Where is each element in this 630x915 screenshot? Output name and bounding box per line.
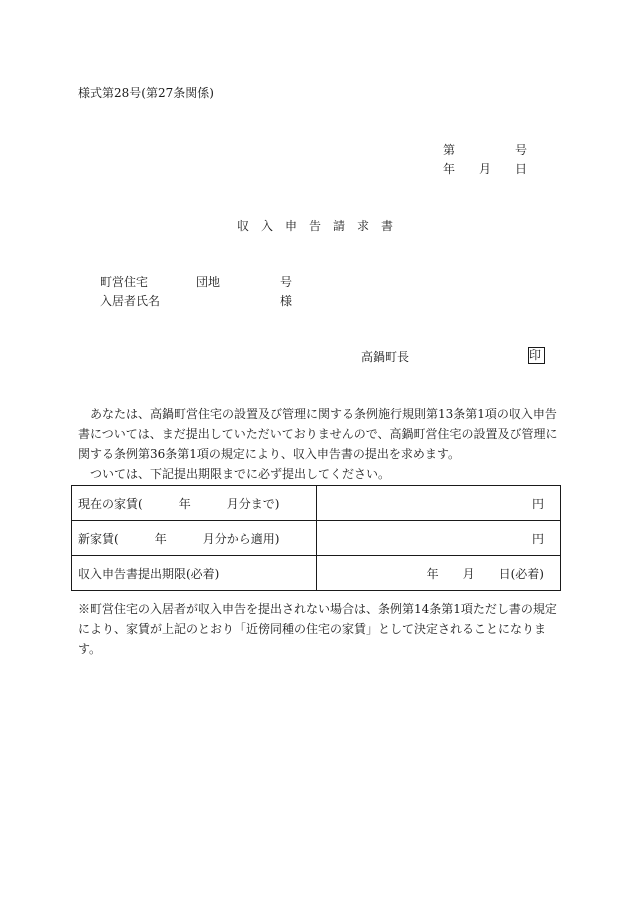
seal-box — [528, 347, 545, 364]
issuer-title: 高鍋町長 — [361, 350, 410, 364]
table-row-current-rent — [72, 486, 561, 521]
date-year: 年 — [443, 162, 456, 176]
request-body — [78, 404, 562, 484]
new-rent-value: 円 — [317, 521, 561, 556]
seal-mark: 印 — [529, 348, 542, 362]
new-rent-label-month: 月分から適用) — [202, 531, 280, 546]
body-paragraph-1: あなたは、高鍋町営住宅の設置及び管理に関する条例施行規則第13条第1項の収入申告書については、まだ提出していただいておりませんので、高鍋町営住宅の設置及び管理に関する条例第36条第1項の規定により、収入申告書の提出を求めます。 — [78, 407, 558, 461]
resident-name-label: 入居者氏名 — [100, 294, 161, 308]
rent-table — [71, 485, 561, 591]
date-day: 日 — [515, 162, 528, 176]
honorific: 様 — [280, 294, 293, 308]
table-row-deadline — [72, 556, 561, 591]
housing-label: 町営住宅 — [100, 275, 149, 289]
complex-label: 団地 — [196, 275, 221, 289]
new-rent-label — [72, 521, 317, 556]
body-paragraph-2: ついては、下記提出期限までに必ず提出してください。 — [90, 467, 391, 481]
deadline-value: 年 月 日(必着) — [317, 556, 561, 591]
unit-label: 号 — [280, 275, 293, 289]
form-number: 様式第28号(第27条関係) — [78, 86, 214, 100]
current-rent-value: 円 — [317, 486, 561, 521]
new-rent-label-a: 新家賃( — [78, 531, 119, 546]
current-rent-label — [72, 486, 317, 521]
current-rent-label-a: 現在の家賃( — [78, 496, 143, 511]
deadline-label — [72, 556, 317, 591]
current-rent-label-year: 年 — [178, 496, 191, 511]
current-rent-label-month: 月分まで) — [226, 496, 280, 511]
deadline-label-text: 収入申告書提出期限(必着) — [78, 566, 220, 581]
number-suffix: 号 — [515, 143, 528, 157]
number-prefix: 第 — [443, 143, 456, 157]
note-text — [78, 599, 562, 659]
note-paragraph: ※町営住宅の入居者が収入申告を提出されない場合は、条例第14条第1項ただし書の規定により、家賃が上記のとおり「近傍同種の住宅の家賃」として決定されることになります。 — [78, 602, 557, 656]
date-month: 月 — [479, 162, 492, 176]
table-row-new-rent — [72, 521, 561, 556]
new-rent-label-year: 年 — [154, 531, 167, 546]
document-title: 収 入 申 告 請 求 書 — [236, 219, 393, 233]
